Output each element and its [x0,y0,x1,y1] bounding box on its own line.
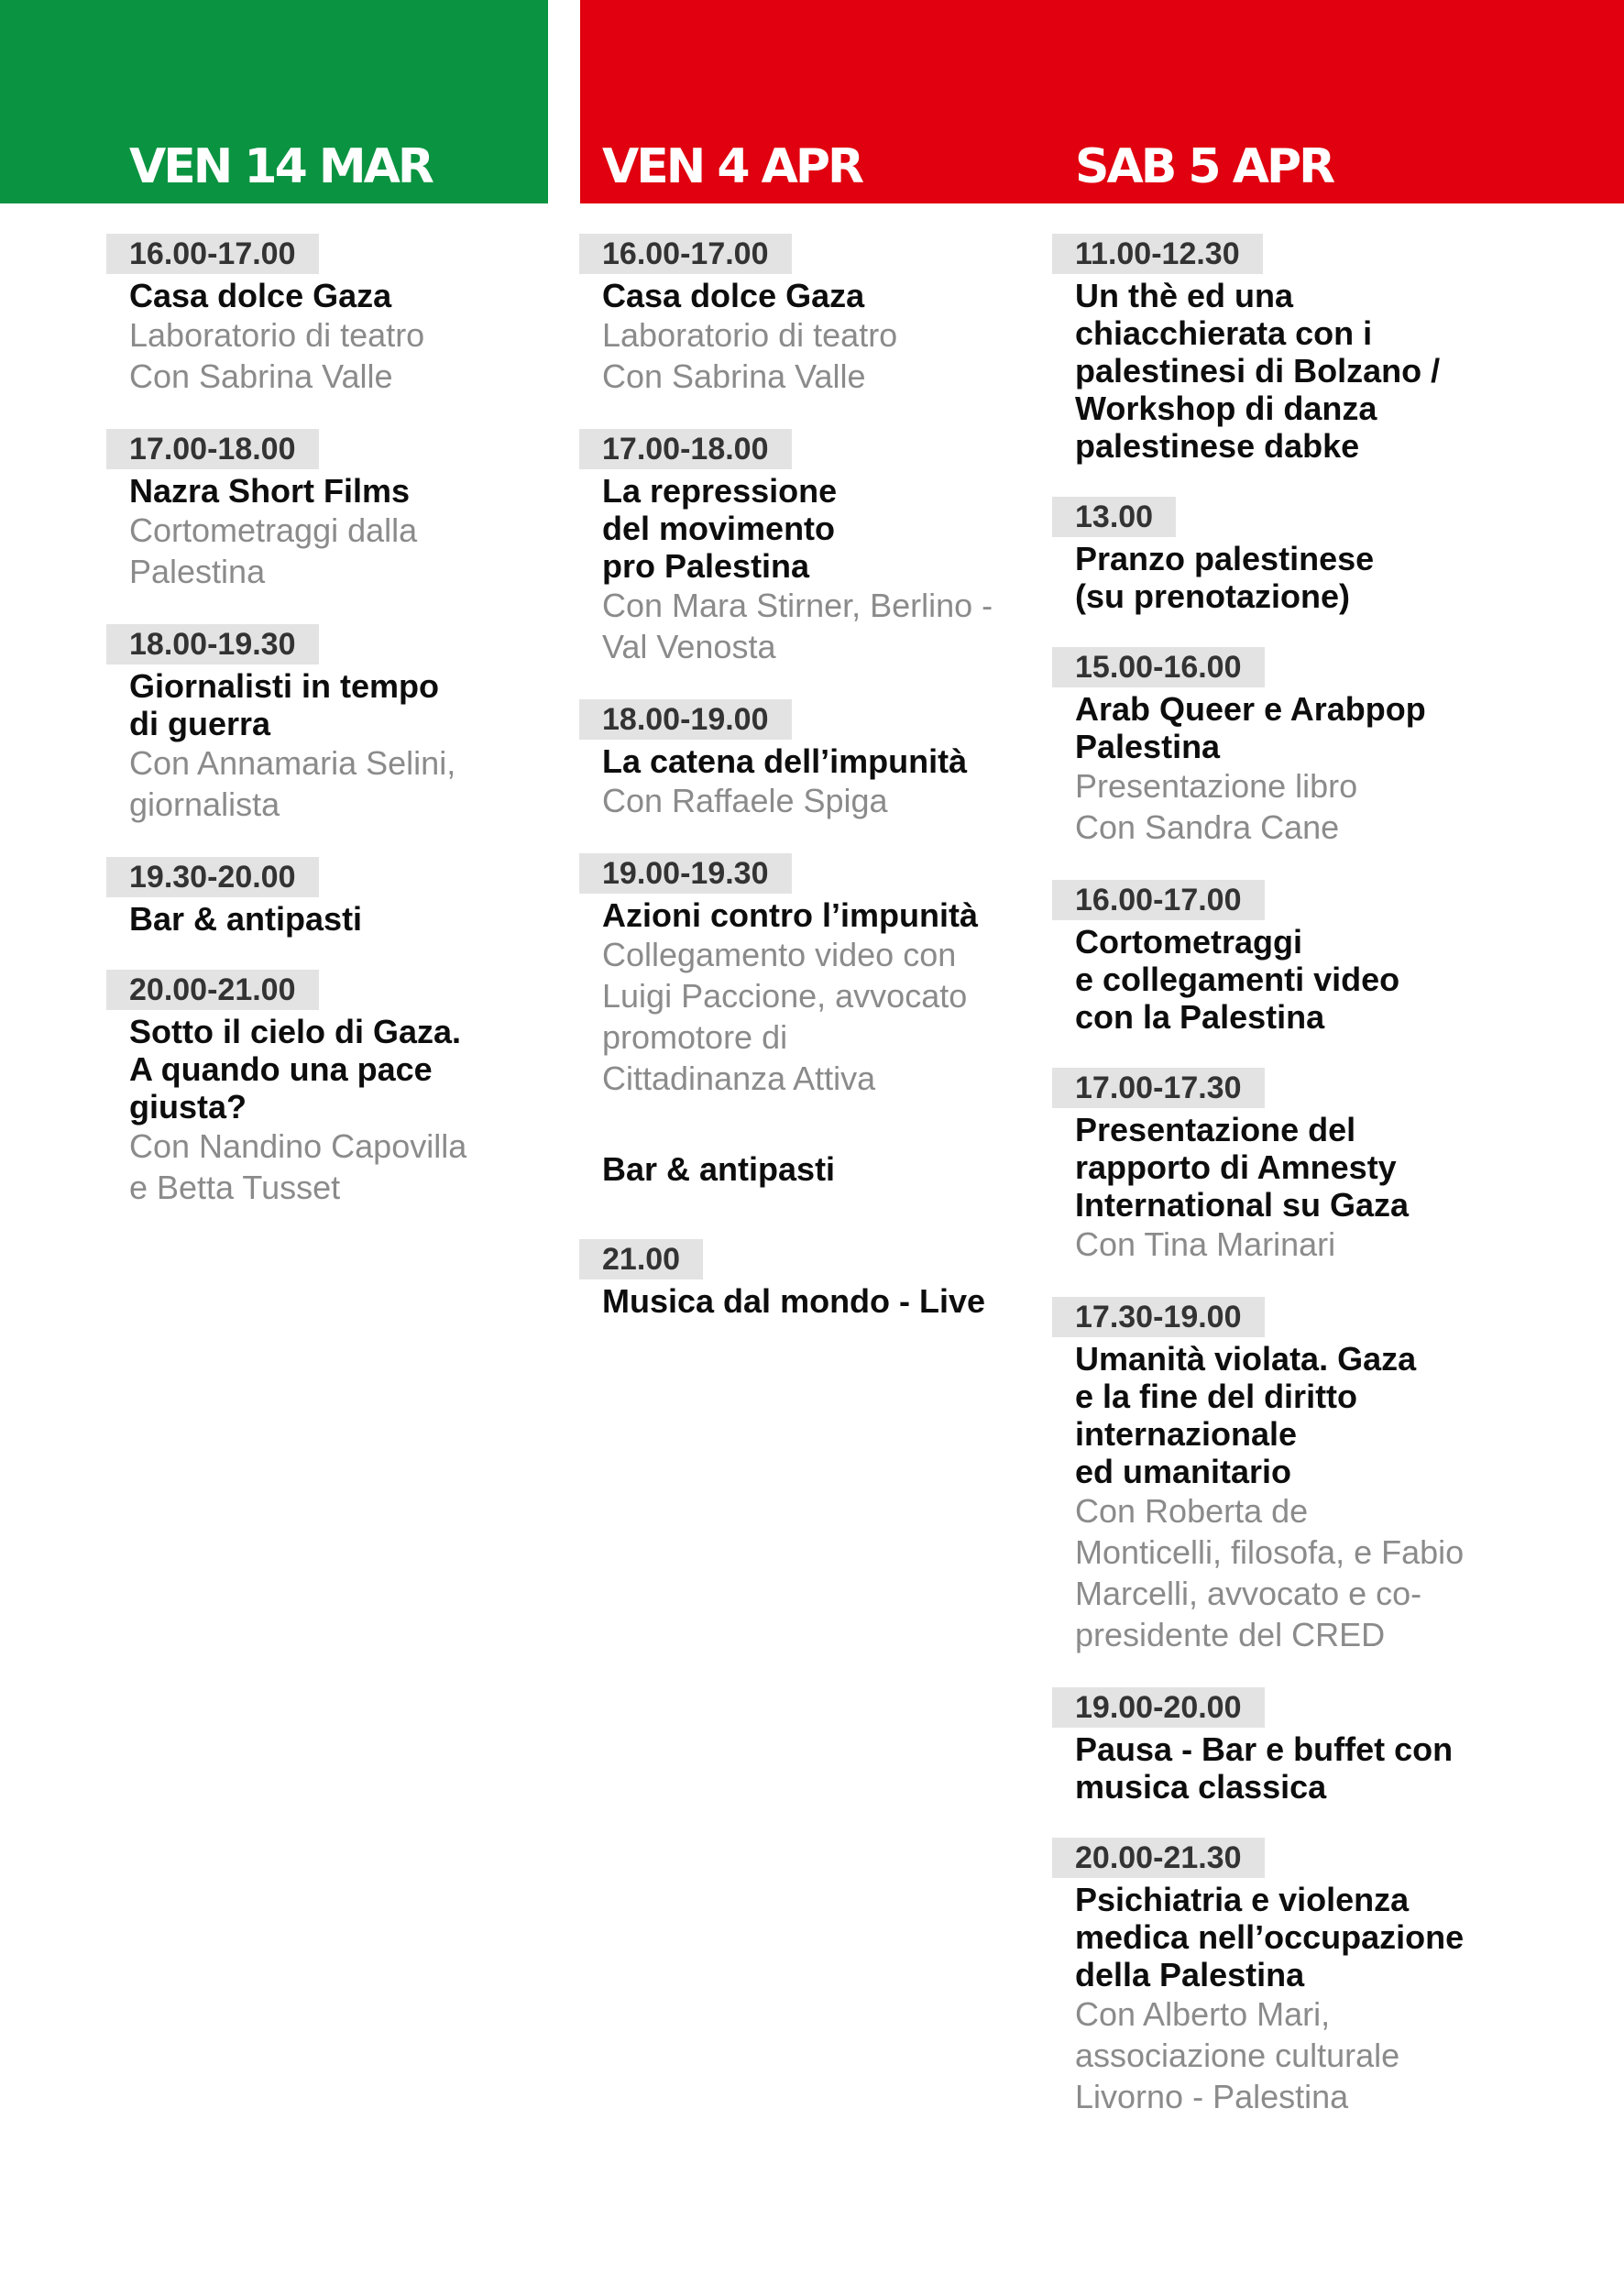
event-item [1075,1687,1588,1806]
event-item [1075,1297,1588,1655]
event-title: Cortometraggi e collegamenti video con la Palestina [1075,923,1400,1036]
event-time: 17.30-19.00 [1052,1297,1265,1337]
event-title: Casa dolce Gaza [602,277,865,314]
event-title: Casa dolce Gaza [129,277,392,314]
event-description: Con Raffaele Spiga [602,782,888,819]
event-title: La repressione del movimento pro Palestina [602,472,838,585]
event-title: Sotto il cielo di Gaza. A quando una pace giusta? [129,1013,462,1126]
event-time: 16.00-17.00 [579,234,792,274]
event-description: Con Nandino Capovilla e Betta Tusset [129,1127,467,1206]
event-title: Presentazione del rapporto di Amnesty International su Gaza [1075,1111,1410,1224]
event-title: Azioni contro l’impunità [602,896,978,934]
event-description: Laboratorio di teatro Con Sabrina Valle [602,316,898,395]
event-title: Umanità violata. Gaza e la fine del diritto internazionale ed umanitario [1075,1340,1417,1490]
event-item [602,1239,1079,1320]
event-title: La catena dell’impunità [602,742,968,780]
event-title: Bar & antipasti [129,900,363,938]
event-time: 20.00-21.30 [1052,1838,1265,1878]
event-title: Nazra Short Films [129,472,411,510]
event-item [602,429,1079,667]
event-item [602,234,1079,397]
event-time: 16.00-17.00 [1052,880,1265,920]
event-title: Giornalisti in tempo di guerra [129,667,440,742]
event-description: Laboratorio di teatro Con Sabrina Valle [129,316,425,395]
schedule-column-fri-4-apr [602,234,1079,1352]
event-title: Pausa - Bar e buffet con musica classica [1075,1730,1454,1806]
event-description: Con Tina Marinari [1075,1225,1336,1263]
event-time: 20.00-21.00 [106,970,319,1010]
event-item [129,970,606,1208]
event-item [1075,497,1588,615]
event-time: 19.30-20.00 [106,857,319,897]
event-time: 17.00-17.30 [1052,1068,1265,1108]
schedule-column-fri-14-mar [129,234,606,1240]
event-title: Pranzo palestinese (su prenotazione) [1075,540,1375,615]
event-time: 16.00-17.00 [106,234,319,274]
event-description: Con Alberto Mari, associazione culturale Livorno - Palestina [1075,1995,1400,2115]
event-item [129,429,606,592]
event-description: Con Annamaria Selini, giornalista [129,744,456,823]
event-description: Con Roberta de Monticelli, filosofa, e Fabio Marcelli, avvocato e co- presidente del CRED [1075,1492,1465,1653]
event-description: Con Mara Stirner, Berlino - Val Venosta [602,587,993,665]
event-time: 19.00-19.30 [579,853,792,894]
event-item [1075,234,1588,465]
event-title: Musica dal mondo - Live [602,1282,986,1320]
event-item [602,1150,1079,1188]
event-description: Collegamento video con Luigi Paccione, avvocato promotore di Cittadinanza Attiva [602,936,968,1097]
event-time: 13.00 [1052,497,1176,537]
event-title: Un thè ed una chiacchierata con i palestinesi di Bolzano / Workshop di danza palestinese dabke [1075,277,1441,465]
event-item [1075,1838,1588,2117]
day-heading-3: SAB 5 APR [1075,139,1333,194]
day-heading-2: VEN 4 APR [602,139,862,194]
event-time: 18.00-19.00 [579,699,792,740]
event-item [602,699,1079,821]
event-time: 18.00-19.30 [106,624,319,664]
event-title: Arab Queer e Arabpop Palestina [1075,690,1426,765]
event-item [1075,1068,1588,1265]
schedule-column-sat-5-apr [1075,234,1588,2149]
event-description: Cortometraggi dalla Palestina [129,511,418,590]
event-item [129,234,606,397]
event-time: 15.00-16.00 [1052,647,1265,687]
event-title: Bar & antipasti [602,1150,836,1188]
event-item [1075,880,1588,1036]
event-item [129,624,606,825]
event-time: 11.00-12.30 [1052,234,1263,274]
event-item [129,857,606,938]
event-title: Psichiatria e violenza medica nell’occupazione della Palestina [1075,1881,1465,1993]
event-item [1075,647,1588,848]
event-time: 17.00-18.00 [106,429,319,469]
event-time: 19.00-20.00 [1052,1687,1265,1728]
day-heading-1: VEN 14 MAR [129,139,432,194]
event-time: 21.00 [579,1239,703,1279]
event-description: Presentazione libro Con Sandra Cane [1075,767,1358,846]
event-time: 17.00-18.00 [579,429,792,469]
event-item [602,853,1079,1099]
